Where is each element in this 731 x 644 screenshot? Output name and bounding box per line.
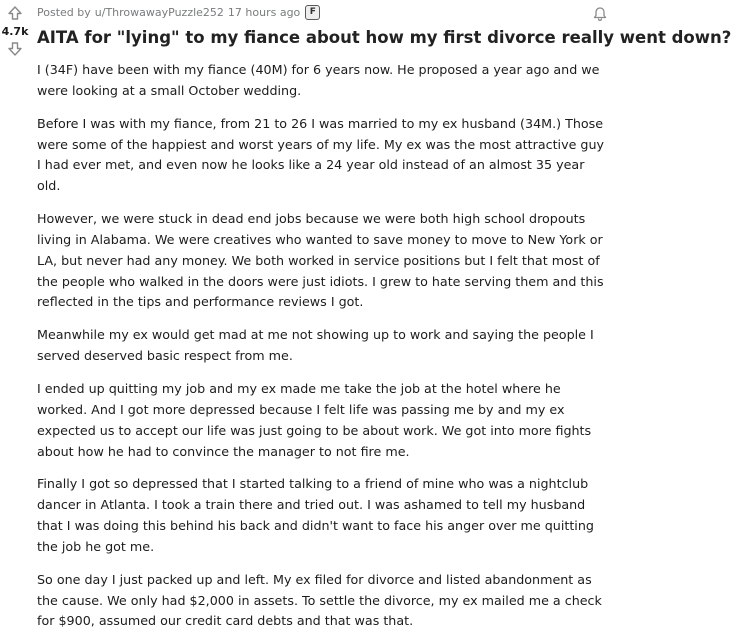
post-paragraph: However, we were stuck in dead end jobs because we were both high school dropouts living in Alabama. We were creatives who wanted to save money to move to New York or LA, but never had any money. We both worked in service positions but I felt that most of the people who walked in the doors were just idiots. I grew to hate serving them and this reflected in the tips and performance reviews I got. [37,211,604,310]
post-paragraph: Meanwhile my ex would get mad at me not showing up to work and saying the people I served deserved basic respect from me. [37,327,594,364]
post-body [37,60,607,632]
post-paragraph: So one day I just packed up and left. My ex filed for divorce and listed abandonment as the cause. We only had $2,000 in assets. To settle the divorce, my ex mailed me a check for $900, assumed our credit card debts and that was that. [37,571,602,629]
posted-by-label: Posted by [37,5,91,19]
post-paragraph: Before I was with my fiance, from 21 to 26 I was married to my ex husband (34M.) Those were some of the happiest and worst years of my life. My ex was the most attractive guy I had ever met, and even now he looks like a 24 year old instead of an almost 35 year old. [37,115,605,194]
post-meta [37,1,607,23]
vote-score: 4.7k [1,25,29,38]
post-paragraph: I ended up quitting my job and my ex made me take the job at the hotel where he worked. And I got more depressed because I felt life was passing me by and my ex expected us to accept our life was just going to be about work. We got into more fights about how he had to convince the manager to not fire me. [37,381,592,459]
post-time[interactable]: 17 hours ago [227,5,301,19]
vote-column [0,0,30,58]
bell-icon[interactable] [590,4,610,24]
award-icon[interactable]: F [305,5,320,20]
post-content [37,0,731,644]
post-paragraph: Finally I got so depressed that I started talking to a friend of mine who was a nightclub dancer in Atlanta. I took a train there and tried out. I was ashamed to tell my husband that I was doing this behind his back and didn't want to face his anger over me quitting the job he got me. [37,476,594,554]
upvote-arrow-icon[interactable] [6,4,24,22]
post-title[interactable]: AITA for "lying" to my fiance about how my first divorce really went down? [37,28,731,47]
downvote-arrow-icon[interactable] [6,40,24,58]
author-link[interactable]: u/ThrowawayPuzzle252 [94,5,224,19]
post-paragraph: I (34F) have been with my fiance (40M) for 6 years now. He proposed a year ago and we were looking at a small October wedding. [37,62,600,98]
